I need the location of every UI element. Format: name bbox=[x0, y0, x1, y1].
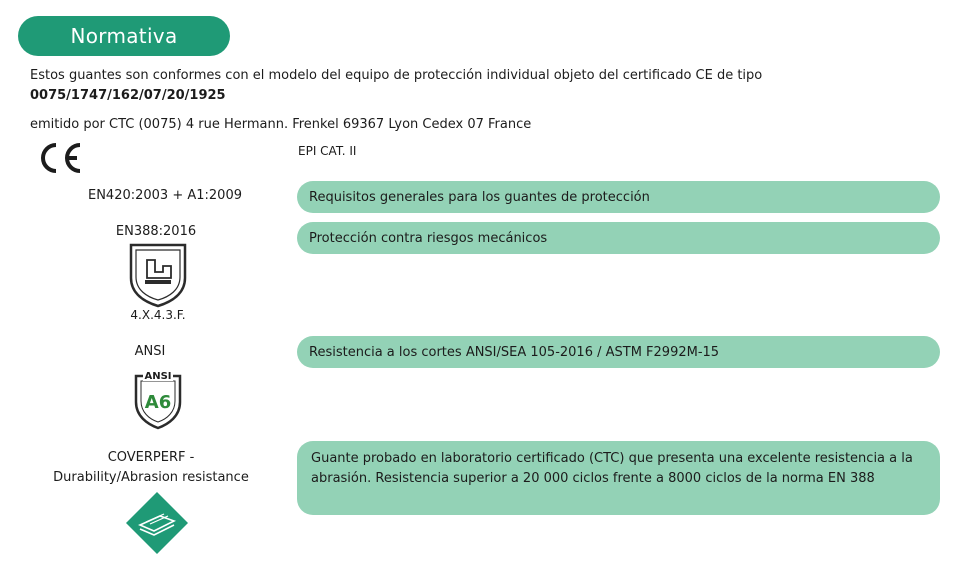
standard-desc-coverperf: Guante probado en laboratorio certificado (CTC) que presenta una excelente resistencia a la abrasión. Resistencia superior a 20 000 ciclos frente a 8000 ciclos de la norma EN 388 bbox=[297, 441, 940, 515]
en388-performance-code: 4.X.4.3.F. bbox=[130, 308, 186, 322]
epi-category: EPI CAT. II bbox=[298, 144, 357, 158]
ansi-cut-shield-icon bbox=[132, 366, 184, 430]
standard-label-en420: EN420:2003 + A1:2009 bbox=[87, 188, 242, 203]
ansi-badge-top: ANSI bbox=[144, 371, 172, 382]
certificate-number: 0075/1747/162/07/20/1925 bbox=[30, 88, 226, 103]
mechanical-risk-shield-icon bbox=[127, 242, 189, 308]
intro-text bbox=[30, 66, 762, 106]
issuer-text: emitido por CTC (0075) 4 rue Hermann. Frenkel 69367 Lyon Cedex 07 France bbox=[30, 117, 532, 132]
ansi-badge-level: A6 bbox=[144, 392, 172, 413]
standard-label-en388: EN388:2016 bbox=[115, 224, 197, 239]
coverperf-label-line2: Durability/Abrasion resistance bbox=[53, 470, 249, 485]
section-title: Normativa bbox=[18, 16, 230, 56]
coverperf-label-line1: COVERPERF - bbox=[107, 450, 195, 465]
standard-label-ansi: ANSI bbox=[134, 344, 166, 359]
standard-label-coverperf bbox=[20, 448, 282, 488]
ce-mark-icon bbox=[36, 140, 86, 176]
standard-desc-en388: Protección contra riesgos mecánicos bbox=[297, 222, 940, 254]
abrasion-diamond-icon bbox=[124, 490, 190, 556]
standard-desc-en420: Requisitos generales para los guantes de protección bbox=[297, 181, 940, 213]
standard-desc-ansi: Resistencia a los cortes ANSI/SEA 105-2016 / ASTM F2992M-15 bbox=[297, 336, 940, 368]
intro-sentence: Estos guantes son conformes con el modelo del equipo de protección individual objeto del certificado CE de tipo bbox=[30, 68, 763, 83]
